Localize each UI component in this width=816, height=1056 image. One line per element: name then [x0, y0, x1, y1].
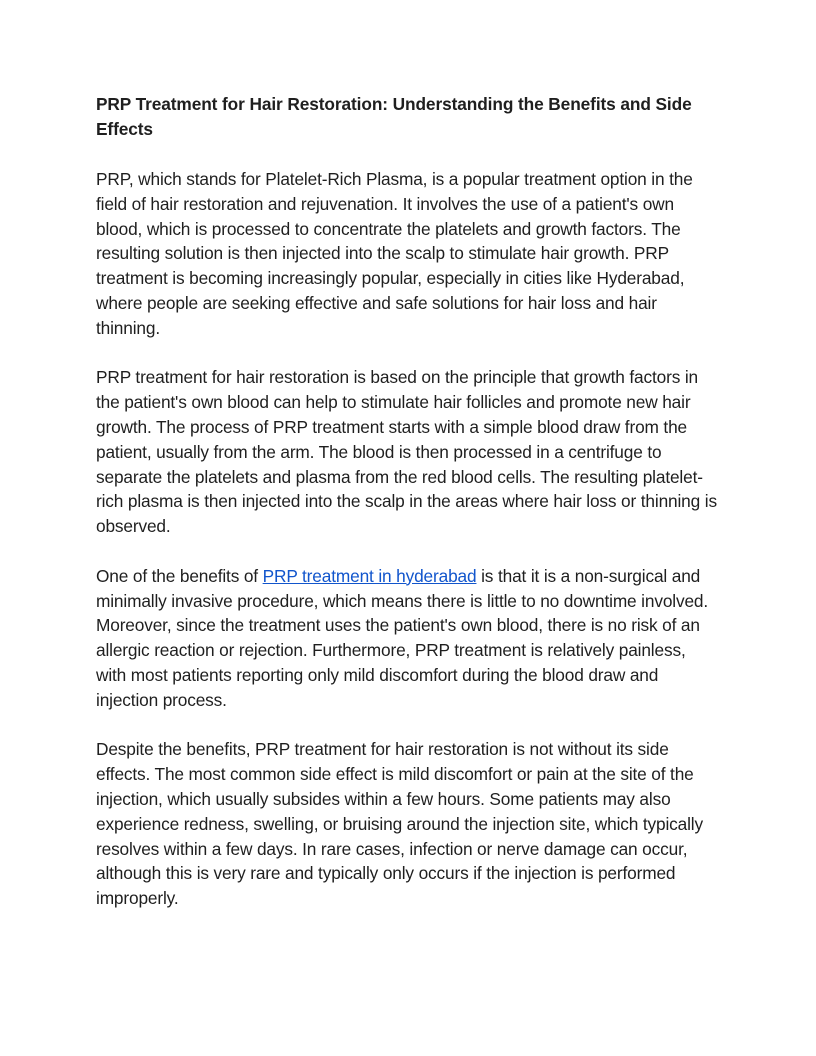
paragraph-benefits-lead: One of the benefits of [96, 565, 263, 586]
document-title: PRP Treatment for Hair Restoration: Understanding the Benefits and Side Effects [96, 94, 692, 139]
paragraph-intro: PRP, which stands for Platelet-Rich Plasma, is a popular treatment option in the field of hair restoration and rejuvenation. It involves the use of a patient's own blood, which is processed to concentrate the platelets and growth factors. The resulting solution is then injected into the scalp to stimulate hair growth. PRP treatment is becoming increasingly popular, especially in cities like Hyderabad, where people are seeking effective and safe solutions for hair loss and hair thinning. [96, 169, 693, 338]
document-page [96, 92, 720, 936]
prp-treatment-hyderabad-link[interactable]: PRP treatment in hyderabad [262, 565, 477, 586]
paragraph-benefits [96, 564, 720, 713]
paragraph-process: PRP treatment for hair restoration is based on the principle that growth factors in the patient's own blood can help to stimulate hair follicles and promote new hair growth. The process of PRP treatment starts with a simple blood draw from the patient, usually from the arm. The blood is then processed in a centrifuge to separate the platelets and plasma from the red blood cells. The resulting platelet-rich plasma is then injected into the scalp in the areas where hair loss or thinning is observed. [96, 367, 717, 537]
paragraph-benefits-rest: is that it is a non-surgical and minimally invasive procedure, which means there is little to no downtime involved. Moreover, since the treatment uses the patient's own blood, there is no risk of an allergic reaction or rejection. Furthermore, PRP treatment is relatively painless, with most patients reporting only mild discomfort during the blood draw and injection process. [96, 565, 709, 710]
paragraph-side-effects: Despite the benefits, PRP treatment for hair restoration is not without its side effects. The most common side effect is mild discomfort or pain at the site of the injection, which usually subsides within a few hours. Some patients may also experience redness, swelling, or bruising around the injection site, which typically resolves within a few days. In rare cases, infection or nerve damage can occur, although this is very rare and typically only occurs if the injection is performed improperly. [96, 739, 703, 909]
